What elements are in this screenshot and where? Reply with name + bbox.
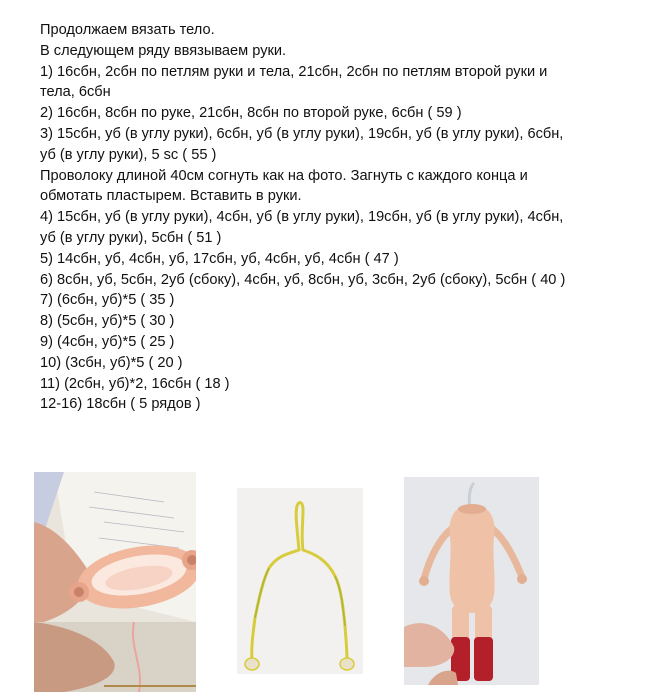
instruction-line: 1) 16сбн, 2сбн по петлям руки и тела, 21сбн, 2сбн по петлям второй руки и [40,63,548,80]
instruction-line: Продолжаем вязать тело. [40,22,215,38]
instruction-line: тела, 6сбн [40,84,111,101]
instruction-line: 5) 14сбн, уб, 4сбн, уб, 17сбн, уб, 4сбн, уб, 4сбн ( 47 ) [40,250,399,267]
photo-bent-wire [237,488,363,674]
instruction-line: 4) 15сбн, уб (в углу руки), 4сбн, уб (в углу руки), 19сбн, уб (в углу руки), 4сбн, [40,209,564,226]
photo-body-opening-image [34,472,196,692]
instruction-line: 9) (4сбн, уб)*5 ( 25 ) [40,333,175,350]
instruction-line: уб (в углу руки), 5 sc ( 55 ) [40,146,217,163]
instruction-line: обмотать пластырем. Вставить в руки. [40,188,302,205]
instruction-line: 3) 15сбн, уб (в углу руки), 6сбн, уб (в углу руки), 19сбн, уб (в углу руки), 6сбн, [40,125,564,142]
photo-body-opening [34,472,196,692]
instruction-line: 10) (3сбн, уб)*5 ( 20 ) [40,354,183,371]
instruction-line: 7) (6сбн, уб)*5 ( 35 ) [40,292,175,309]
instruction-line: Проволоку длиной 40см согнуть как на фото. Загнуть с каждого конца и [40,167,528,184]
instruction-line: 2) 16сбн, 8сбн по руке, 21сбн, 8сбн по второй руке, 6сбн ( 59 ) [40,105,462,122]
photo-doll-body [404,477,539,685]
instruction-line: 8) (5сбн, уб)*5 ( 30 ) [40,313,175,330]
photo-bent-wire-image [237,488,363,674]
instruction-line: 11) (2сбн, уб)*2, 16сбн ( 18 ) [40,375,230,392]
instruction-line: В следующем ряду ввязываем руки. [40,42,287,59]
instructions-text [40,20,660,415]
instruction-line: уб (в углу руки), 5сбн ( 51 ) [40,229,222,246]
instruction-line: 12-16) 18сбн ( 5 рядов ) [40,396,201,413]
photo-doll-body-image [404,477,539,685]
instruction-line: 6) 8сбн, уб, 5сбн, 2уб (сбоку), 4сбн, уб, 8сбн, уб, 3сбн, 2уб (сбоку), 5сбн ( 40 ) [40,271,566,288]
